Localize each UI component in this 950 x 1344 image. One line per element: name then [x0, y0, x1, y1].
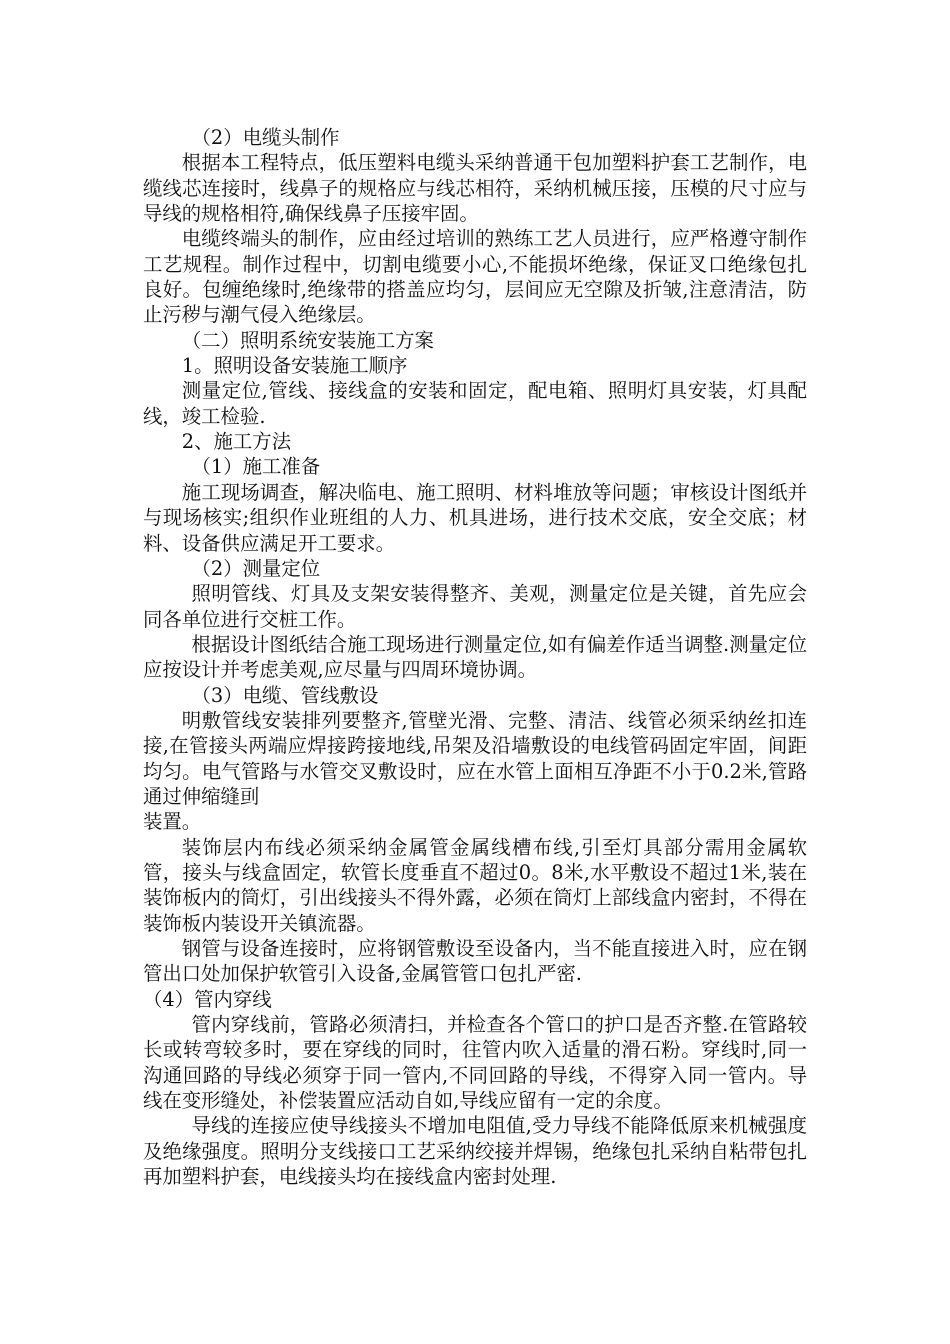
paragraph-wire-connection: 导线的连接应使导线接头不增加电阻值,受力导线不能降低原来机械强度及绝缘强度。照明分支线接口工艺采纳绞接并焊锡，绝缘包扎采纳自粘带包扎再加塑料护套，电线接头均在接线盒内密封处理. — [143, 1114, 807, 1189]
paragraph-steel-pipe: 钢管与设备连接时，应将钢管敷设至设备内，当不能直接进入时，应在钢管出口处加保护软管引入设备,金属管管口包扎严密. — [143, 937, 807, 986]
heading-cable-head-making: （2）电缆头制作 — [191, 126, 340, 149]
paragraph-cable-head-method: 根据本工程特点，低压塑料电缆头采纳普通干包加塑料护套工艺制作，电缆线芯连接时，线鼻子的规格应与线芯相符，采纳机械压接，压模的尺寸应与导线的规格相符,确保线鼻子压接牢固。 — [143, 151, 807, 226]
document-body — [143, 125, 807, 1189]
heading-installation-sequence: 1。照明设备安装施工顺序 — [181, 354, 408, 378]
paragraph-cable-terminal: 电缆终端头的制作，应由经过培训的熟练工艺人员进行，应严格遵守制作工艺规程。制作过程中，切割电缆要小心,不能损坏绝缘，保证叉口绝缘包扎良好。包缠绝缘时,绝缘带的搭盖应均匀，层间应无空隙及折皱,注意清洁，防止污秽与潮气侵入绝缘层。 — [143, 227, 807, 327]
paragraph-survey-positioning-1: 照明管线、灯具及支架安装得整齐、美观，测量定位是关键，首先应会同各单位进行交桩工作。 — [143, 582, 807, 631]
paragraph-installation-sequence: 测量定位,管线、接线盒的安装和固定，配电箱、照明灯具安装，灯具配线，竣工检验. — [143, 379, 807, 428]
paragraph-preparation: 施工现场调查，解决临电、施工照明、材料堆放等问题；审核设计图纸并与现场核实;组织作业班组的人力、机具进场，进行技术交底，安全交底；材料、设备供应满足开工要求。 — [143, 480, 807, 555]
paragraph-device-line: 装置。 — [143, 810, 202, 834]
heading-threading-wire: （4）管内穿线 — [143, 987, 272, 1011]
paragraph-survey-positioning-2: 根据设计图纸结合施工现场进行测量定位,如有偏差作适当调整.测量定位应按设计并考虑美观,应尽量与四周环境协调。 — [143, 632, 807, 682]
heading-preparation: （1）施工准备 — [191, 455, 321, 479]
paragraph-exposed-conduit: 明敷管线安装排列要整齐,管壁光滑、完整、清洁、线管必须采纳丝扣连接,在管接头两端应焊接跨接地线,吊架及沿墙敷设的电线管码固定牢固，间距均匀。电气管路与水管交叉敷设时，应在水管上面相互净距不小于0.2米,管路通过伸缩缝刯 — [143, 708, 807, 808]
paragraph-decoration-wiring: 装饰层内布线必须采纳金属管金属线槽布线,引至灯具部分需用金属软管，接头与线盒固定，软管长度垂直不超过0。8米,水平敷设不超过1米,装在装饰板内的筒灯，引出线接头不得外露，必须在筒灯上部线盒内密封，不得在装饰板内装设开关镇流器。 — [143, 835, 807, 935]
heading-lighting-system-plan: （二）照明系统安装施工方案 — [181, 328, 434, 352]
heading-survey-positioning: （2）测量定位 — [191, 556, 321, 580]
heading-cable-laying: （3）电缆、管线敷设 — [191, 683, 379, 707]
paragraph-threading-wire: 管内穿线前，管路必须清扫，并检查各个管口的护口是否齐整.在管路较长或转弯较多时，要在穿线的同时，往管内吹入适量的滑石粉。穿线时,同一沟通回路的导线必须穿于同一管内,不同回路的导线，不得穿入同一管内。导线在变形缝处，补偿装置应活动自如,导线应留有一定的余度。 — [143, 1013, 807, 1113]
heading-construction-method: 2、施工方法 — [181, 430, 292, 454]
